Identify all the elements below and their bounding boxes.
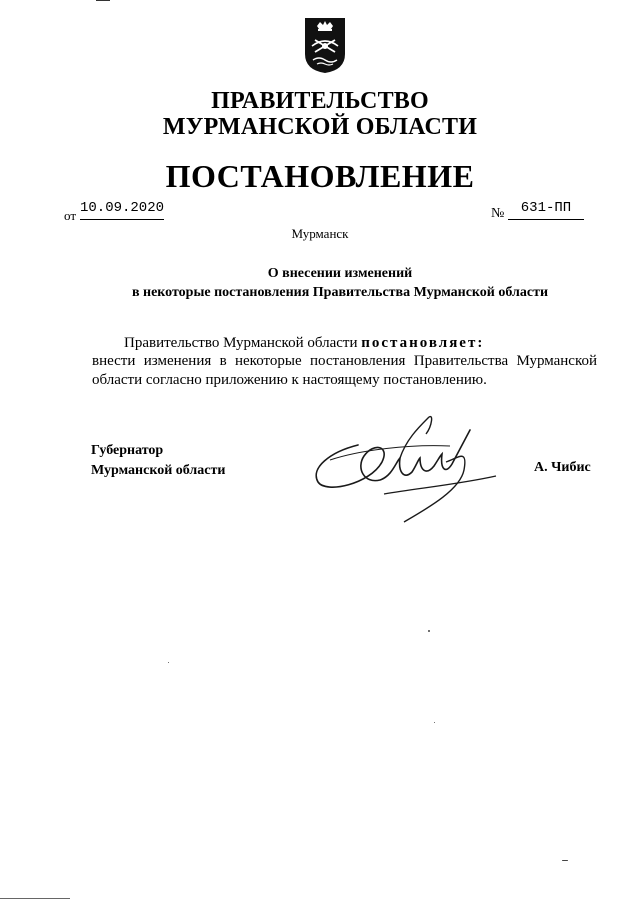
coat-of-arms-icon xyxy=(303,16,347,74)
subject-line-2: в некоторые постановления Правительства Мурманской области xyxy=(131,285,549,300)
document-number: 631-ПП xyxy=(520,200,572,216)
date-label: от xyxy=(64,208,77,223)
scan-speck xyxy=(562,860,568,861)
document-date: 10.09.2020 xyxy=(80,200,165,216)
document-type-title: ПОСТАНОВЛЕНИЕ xyxy=(165,158,475,194)
number-label: № xyxy=(491,206,505,221)
subject-line-1: О внесении изменений xyxy=(267,266,413,281)
number-underline xyxy=(508,219,584,220)
document-subject xyxy=(0,264,640,302)
body-text: внести изменения в некоторые постановления Правительства Мурманской области согласно приложению к настоящему постановлению. xyxy=(92,353,597,388)
issuing-authority xyxy=(0,88,640,140)
scan-speck xyxy=(168,662,169,663)
signatory-title xyxy=(91,441,225,481)
signatory-name: А. Чибис xyxy=(534,460,591,475)
date-underline xyxy=(80,219,164,220)
signatory-title-line-1: Губернатор xyxy=(91,443,164,458)
scan-speck xyxy=(434,722,435,723)
authority-line-1: ПРАВИТЕЛЬСТВО xyxy=(211,88,429,114)
signatory-title-line-2: Мурманской области xyxy=(91,463,226,478)
body-intro-line xyxy=(124,335,484,352)
decree-word: постановляет: xyxy=(361,335,485,351)
body-intro: Правительство Мурманской области xyxy=(124,335,358,351)
authority-line-2: МУРМАНСКОЙ ОБЛАСТИ xyxy=(162,114,478,140)
scan-mark xyxy=(96,0,110,1)
scan-mark xyxy=(0,898,70,899)
issue-city: Мурманск xyxy=(291,226,349,241)
scan-speck xyxy=(428,630,430,632)
handwritten-signature xyxy=(300,400,510,530)
